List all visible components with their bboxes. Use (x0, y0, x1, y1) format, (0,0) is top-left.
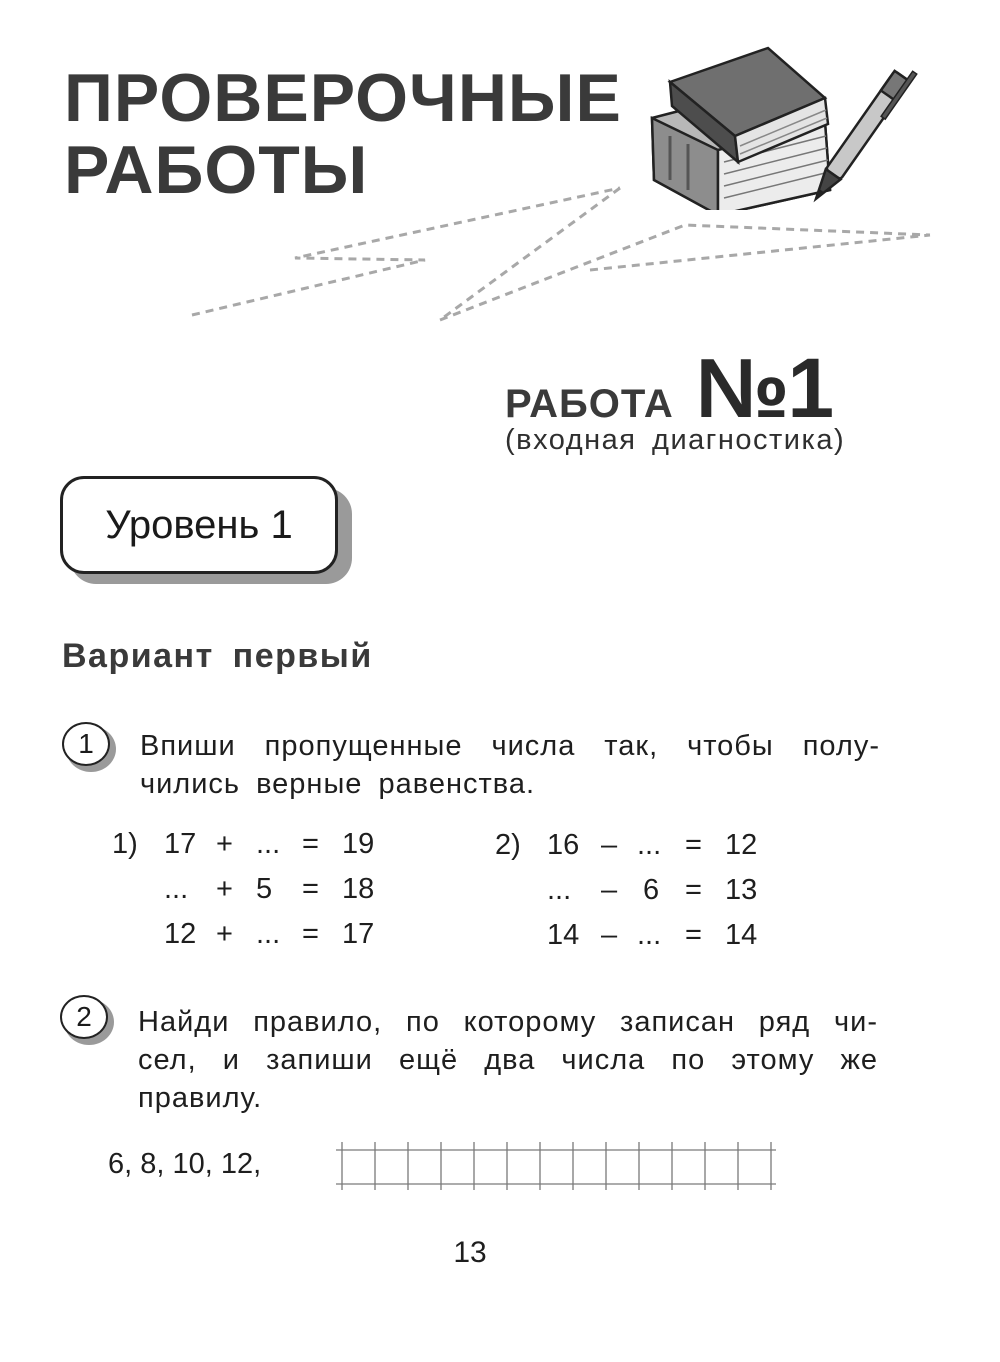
equation-equals: = (302, 828, 319, 860)
equation-equals: = (685, 829, 702, 861)
task-2-number-label: 2 (76, 1001, 92, 1032)
level-label: Уровень 1 (105, 502, 293, 547)
answer-grid[interactable] (336, 1140, 776, 1190)
equation-operand-a: 16 (547, 829, 580, 861)
task-1-number-label: 1 (78, 728, 94, 759)
task-2-number (60, 995, 108, 1039)
task-2-line-1: Найди правило, по которому записан ряд чи- (138, 1006, 878, 1038)
equation-equals: = (302, 918, 319, 950)
equation-column-label: 2) (495, 829, 521, 861)
equation-operand-a: ... (164, 873, 189, 905)
equation-result: 13 (725, 874, 758, 906)
task-1-instruction (140, 727, 880, 803)
equation-operator: + (216, 918, 233, 950)
equation-row (112, 918, 432, 958)
number-sequence: 6, 8, 10, 12, (108, 1148, 262, 1180)
work-number: №1 (695, 341, 833, 435)
equation-operator: + (216, 828, 233, 860)
level-box (60, 476, 338, 574)
decorative-dashed-lines (180, 170, 960, 330)
equation-result: 18 (342, 873, 375, 905)
task-1-line-1: Впиши пропущенные числа так, чтобы полу- (140, 730, 880, 762)
work-heading (505, 340, 833, 435)
equation-result: 17 (342, 918, 375, 950)
equation-operand-a: 14 (547, 919, 580, 951)
main-title-line-1: ПРОВЕРОЧНЫЕ (64, 60, 622, 136)
equation-operand-a: ... (547, 874, 572, 906)
work-label: РАБОТА (505, 382, 674, 426)
task-2-instruction (138, 1003, 878, 1117)
equation-row (495, 919, 815, 959)
equation-row (112, 873, 432, 913)
work-subtitle: (входная диагностика) (505, 424, 846, 456)
equation-operand-b: ... (256, 918, 281, 950)
variant-heading: Вариант первый (62, 637, 373, 675)
equation-equals: = (302, 873, 319, 905)
task-1-number (62, 722, 110, 766)
equation-operator: – (601, 919, 618, 951)
equation-operand-b: ... (637, 829, 662, 861)
equation-operator: + (216, 873, 233, 905)
equation-row (112, 828, 432, 868)
equation-operand-a: 12 (164, 918, 197, 950)
main-title-line-2: РАБОТЫ (64, 132, 369, 208)
equation-operand-b: 5 (256, 873, 273, 905)
equation-row (495, 829, 815, 869)
page-number: 13 (453, 1236, 487, 1269)
equation-operator: – (601, 829, 618, 861)
equation-operand-b: 6 (643, 874, 660, 906)
task-1-line-2: чились верные равенства. (140, 768, 536, 800)
equation-result: 12 (725, 829, 758, 861)
equation-operator: – (601, 874, 618, 906)
equation-operand-b: ... (637, 919, 662, 951)
equation-equals: = (685, 919, 702, 951)
equation-operand-a: 17 (164, 828, 197, 860)
equation-column-label: 1) (112, 828, 138, 860)
equation-result: 14 (725, 919, 758, 951)
task-2-line-2: сел, и запиши ещё два числа по этому же (138, 1044, 878, 1076)
equation-operand-b: ... (256, 828, 281, 860)
equation-row (495, 874, 815, 914)
equation-equals: = (685, 874, 702, 906)
equation-result: 19 (342, 828, 375, 860)
task-2-line-3: правилу. (138, 1082, 263, 1114)
